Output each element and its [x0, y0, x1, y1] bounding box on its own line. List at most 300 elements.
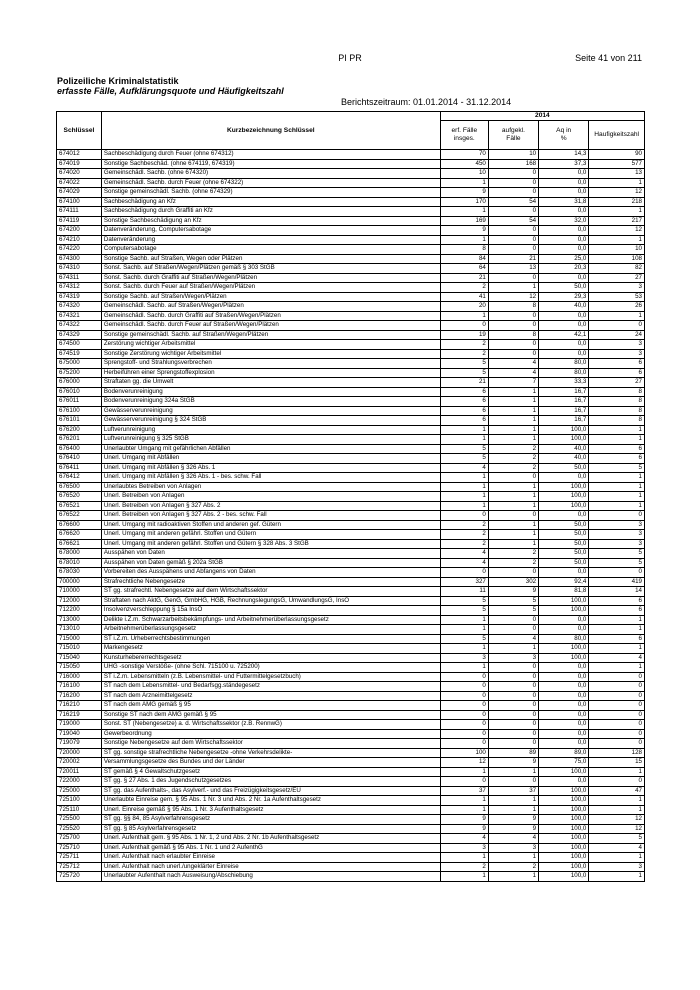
row-aq: 20,3 [539, 264, 589, 274]
table-row [57, 492, 645, 502]
row-key: 676410 [57, 454, 102, 464]
row-description: Herbeiführen einer Sprengstoffexplosion [101, 368, 440, 378]
row-hz: 53 [589, 292, 645, 302]
row-hz: 12 [589, 824, 645, 834]
row-description: Sonstige Sachb. auf Straßen, Wegen oder Plätzen [101, 254, 440, 264]
table-row [57, 444, 645, 454]
row-solved: 0 [488, 340, 538, 350]
row-cases: 327 [440, 577, 488, 587]
row-key: 678010 [57, 558, 102, 568]
row-description: Unerlaubtes Betreiben von Anlagen [101, 482, 440, 492]
row-key: 676101 [57, 416, 102, 426]
row-hz: 419 [589, 577, 645, 587]
table-row [57, 710, 645, 720]
row-cases: 1 [440, 207, 488, 217]
row-cases: 2 [440, 283, 488, 293]
row-description: Zerstörung wichtiger Arbeitsmittel [101, 340, 440, 350]
row-description: Strafrechtliche Nebengesetze [101, 577, 440, 587]
row-description: Unerl. Umgang mit anderen gefährl. Stoffen und Gütern [101, 530, 440, 540]
row-solved: 1 [488, 387, 538, 397]
row-aq: 0,0 [539, 207, 589, 217]
row-solved: 21 [488, 254, 538, 264]
row-aq: 100,0 [539, 492, 589, 502]
row-hz: 1 [589, 235, 645, 245]
row-cases: 9 [440, 815, 488, 825]
row-solved: 0 [488, 777, 538, 787]
row-solved: 1 [488, 406, 538, 416]
row-key: 725500 [57, 815, 102, 825]
row-description: Gemeinschädl. Sachb. durch Feuer auf Straßen/Wegen/Plätzen [101, 321, 440, 331]
table-row [57, 625, 645, 635]
row-key: 716219 [57, 710, 102, 720]
row-hz: 1 [589, 501, 645, 511]
row-solved: 0 [488, 568, 538, 578]
row-hz: 24 [589, 330, 645, 340]
row-cases: 1 [440, 311, 488, 321]
row-key: 676200 [57, 425, 102, 435]
row-key: 674012 [57, 150, 102, 160]
row-key: 719040 [57, 729, 102, 739]
row-hz: 10 [589, 245, 645, 255]
row-description: Unerlaubte Einreise gem. § 95 Abs. 1 Nr. 3 und Abs. 2 Nr. 1a Aufenthaltsgesetz [101, 796, 440, 806]
row-solved: 54 [488, 216, 538, 226]
row-hz: 26 [589, 302, 645, 312]
table-row [57, 264, 645, 274]
row-hz: 1 [589, 615, 645, 625]
row-solved: 0 [488, 672, 538, 682]
row-aq: 50,0 [539, 520, 589, 530]
row-hz: 1 [589, 644, 645, 654]
row-solved: 9 [488, 758, 538, 768]
row-description: Gemeinschädl. Sachb. durch Feuer (ohne 674322) [101, 178, 440, 188]
row-description: Versammlungsgesetze des Bundes und der Länder [101, 758, 440, 768]
row-aq: 100,0 [539, 435, 589, 445]
row-aq: 33,3 [539, 378, 589, 388]
row-cases: 10 [440, 169, 488, 179]
row-key: 676400 [57, 444, 102, 454]
row-solved: 0 [488, 349, 538, 359]
row-description: Ausspähen von Daten [101, 549, 440, 559]
row-hz: 27 [589, 273, 645, 283]
row-description: Ausspähen von Daten gemäß § 202a StGB [101, 558, 440, 568]
row-cases: 5 [440, 368, 488, 378]
row-aq: 0,0 [539, 321, 589, 331]
row-description: Unerl. Betreiben von Anlagen § 327 Abs. 2 - bes. schw. Fall [101, 511, 440, 521]
row-description: Sonstige gemeinschädl. Sachb. (ohne 674329) [101, 188, 440, 198]
row-aq: 0,0 [539, 245, 589, 255]
row-solved: 0 [488, 473, 538, 483]
row-key: 674019 [57, 159, 102, 169]
row-hz: 3 [589, 539, 645, 549]
table-row [57, 786, 645, 796]
row-aq: 37,3 [539, 159, 589, 169]
row-key: 715050 [57, 663, 102, 673]
row-solved: 0 [488, 663, 538, 673]
table-row [57, 178, 645, 188]
row-hz: 1 [589, 311, 645, 321]
row-cases: 3 [440, 843, 488, 853]
row-description: Unerl. Umgang mit Abfällen § 326 Abs. 1 - bes. schw. Fall [101, 473, 440, 483]
row-hz: 4 [589, 843, 645, 853]
row-aq: 100,0 [539, 824, 589, 834]
row-key: 674329 [57, 330, 102, 340]
row-cases: 0 [440, 568, 488, 578]
row-solved: 0 [488, 625, 538, 635]
row-solved: 3 [488, 653, 538, 663]
row-description: Unerl. Umgang mit anderen gefährl. Stoffen und Gütern § 328 Abs. 3 StGB [101, 539, 440, 549]
row-description: Arbeitnehmerüberlassungsgesetz [101, 625, 440, 635]
row-hz: 108 [589, 254, 645, 264]
row-cases: 1 [440, 435, 488, 445]
row-cases: 5 [440, 454, 488, 464]
table-row [57, 273, 645, 283]
row-key: 674320 [57, 302, 102, 312]
row-solved: 1 [488, 644, 538, 654]
row-cases: 4 [440, 558, 488, 568]
table-row [57, 834, 645, 844]
row-cases: 1 [440, 796, 488, 806]
row-cases: 1 [440, 501, 488, 511]
row-key: 716000 [57, 672, 102, 682]
table-row [57, 311, 645, 321]
row-hz: 0 [589, 777, 645, 787]
row-aq: 14,3 [539, 150, 589, 160]
row-aq: 89,0 [539, 748, 589, 758]
row-description: Sonstige Zerstörung wichtiger Arbeitsmittel [101, 349, 440, 359]
row-description: ST i.Z.m. Urheberrechtsbestimmungen [101, 634, 440, 644]
row-solved: 0 [488, 226, 538, 236]
row-key: 676620 [57, 530, 102, 540]
row-description: Sonstige Sachb. auf Straßen/Wegen/Plätzen [101, 292, 440, 302]
row-description: ST nach dem AMG gemäß § 95 [101, 701, 440, 711]
row-key: 674312 [57, 283, 102, 293]
row-key: 712000 [57, 596, 102, 606]
row-aq: 0,0 [539, 473, 589, 483]
row-aq: 0,0 [539, 672, 589, 682]
row-aq: 29,3 [539, 292, 589, 302]
row-key: 720002 [57, 758, 102, 768]
row-solved: 2 [488, 454, 538, 464]
row-cases: 1 [440, 625, 488, 635]
table-row [57, 159, 645, 169]
row-cases: 12 [440, 758, 488, 768]
row-hz: 218 [589, 197, 645, 207]
row-cases: 5 [440, 444, 488, 454]
row-description: Sprengstoff- und Strahlungsverbrechen [101, 359, 440, 369]
row-aq: 0,0 [539, 178, 589, 188]
row-aq: 0,0 [539, 511, 589, 521]
row-hz: 47 [589, 786, 645, 796]
row-description: Gemeinschädl. Sachb. auf Straßen/Wegen/Plätzen [101, 302, 440, 312]
row-key: 674200 [57, 226, 102, 236]
table-row [57, 843, 645, 853]
row-key: 725711 [57, 853, 102, 863]
row-solved: 37 [488, 786, 538, 796]
row-key: 674311 [57, 273, 102, 283]
row-cases: 0 [440, 321, 488, 331]
row-hz: 6 [589, 368, 645, 378]
row-description: Sonst. Sachb. durch Feuer auf Straßen/Wegen/Plätzen [101, 283, 440, 293]
row-key: 674022 [57, 178, 102, 188]
table-row [57, 197, 645, 207]
row-key: 725710 [57, 843, 102, 853]
table-row [57, 302, 645, 312]
table-row [57, 558, 645, 568]
row-aq: 0,0 [539, 349, 589, 359]
row-description: Unerl. Aufenthalt nach erlaubter Einreise [101, 853, 440, 863]
row-cases: 0 [440, 710, 488, 720]
row-solved: 2 [488, 862, 538, 872]
row-aq: 100,0 [539, 853, 589, 863]
row-cases: 100 [440, 748, 488, 758]
row-cases: 5 [440, 634, 488, 644]
row-hz: 6 [589, 596, 645, 606]
row-cases: 9 [440, 824, 488, 834]
row-cases: 6 [440, 387, 488, 397]
row-aq: 16,7 [539, 406, 589, 416]
row-cases: 4 [440, 834, 488, 844]
row-aq: 100,0 [539, 796, 589, 806]
row-solved: 1 [488, 796, 538, 806]
row-aq: 0,0 [539, 777, 589, 787]
row-key: 725100 [57, 796, 102, 806]
row-key: 674029 [57, 188, 102, 198]
table-row [57, 653, 645, 663]
row-description: Unerl. Aufenthalt nach unerl./ungeklärter Einreise [101, 862, 440, 872]
table-row [57, 378, 645, 388]
row-hz: 8 [589, 397, 645, 407]
row-key: 710000 [57, 587, 102, 597]
row-solved: 4 [488, 634, 538, 644]
description-column-header: Kurzbezeichnung Schlüssel [101, 112, 440, 150]
row-cases: 9 [440, 226, 488, 236]
row-solved: 0 [488, 729, 538, 739]
row-solved: 0 [488, 739, 538, 749]
row-hz: 6 [589, 444, 645, 454]
table-row [57, 644, 645, 654]
row-solved: 89 [488, 748, 538, 758]
row-key: 674119 [57, 216, 102, 226]
row-hz: 8 [589, 387, 645, 397]
cases-column-header: erf. Fälle insges. [440, 121, 488, 150]
row-hz: 6 [589, 634, 645, 644]
report-period: Berichtszeitraum: 01.01.2014 - 31.12.2014 [341, 97, 512, 107]
row-hz: 1 [589, 425, 645, 435]
row-hz: 5 [589, 463, 645, 473]
table-row [57, 634, 645, 644]
row-hz: 12 [589, 226, 645, 236]
table-row [57, 349, 645, 359]
table-row [57, 805, 645, 815]
row-description: Sonstige Nebengesetze auf dem Wirtschaftssektor [101, 739, 440, 749]
row-solved: 0 [488, 169, 538, 179]
table-row [57, 207, 645, 217]
row-key: 674319 [57, 292, 102, 302]
row-solved: 2 [488, 463, 538, 473]
row-cases: 1 [440, 663, 488, 673]
row-description: Luftverunreinigung § 325 StGB [101, 435, 440, 445]
row-cases: 3 [440, 653, 488, 663]
row-hz: 3 [589, 520, 645, 530]
row-description: ST nach dem Lebensmittel- und Bedarfsgg.ständegesetz [101, 682, 440, 692]
row-key: 674300 [57, 254, 102, 264]
row-aq: 16,7 [539, 387, 589, 397]
table-row [57, 473, 645, 483]
table-row [57, 682, 645, 692]
row-cases: 0 [440, 672, 488, 682]
row-aq: 100,0 [539, 843, 589, 853]
row-aq: 0,0 [539, 311, 589, 321]
table-row [57, 482, 645, 492]
row-cases: 21 [440, 378, 488, 388]
row-key: 674500 [57, 340, 102, 350]
row-cases: 1 [440, 644, 488, 654]
row-solved: 0 [488, 701, 538, 711]
row-solved: 0 [488, 207, 538, 217]
table-row [57, 254, 645, 264]
row-description: Sonst. Sachb. auf Straßen/Wegen/Plätzen gemäß § 303 StGB [101, 264, 440, 274]
table-row [57, 720, 645, 730]
row-hz: 1 [589, 473, 645, 483]
row-aq: 100,0 [539, 767, 589, 777]
row-aq: 0,0 [539, 710, 589, 720]
row-key: 716200 [57, 691, 102, 701]
row-aq: 100,0 [539, 815, 589, 825]
table-row [57, 862, 645, 872]
row-description: Unerl. Aufenthalt gem. § 95 Abs. 1 Nr. 1, 2 und Abs. 2 Nr. 1b Aufenthaltsgesetz [101, 834, 440, 844]
row-cases: 0 [440, 691, 488, 701]
row-hz: 5 [589, 549, 645, 559]
row-cases: 2 [440, 520, 488, 530]
row-hz: 0 [589, 710, 645, 720]
row-solved: 1 [488, 520, 538, 530]
row-hz: 1 [589, 663, 645, 673]
row-cases: 2 [440, 530, 488, 540]
row-hz: 0 [589, 729, 645, 739]
row-solved: 10 [488, 150, 538, 160]
row-key: 676010 [57, 387, 102, 397]
table-row [57, 321, 645, 331]
row-cases: 1 [440, 178, 488, 188]
row-hz: 0 [589, 321, 645, 331]
row-description: Unerl. Umgang mit Abfällen [101, 454, 440, 464]
row-solved: 1 [488, 872, 538, 882]
row-key: 674519 [57, 349, 102, 359]
row-cases: 6 [440, 397, 488, 407]
row-solved: 2 [488, 558, 538, 568]
row-hz: 90 [589, 150, 645, 160]
row-solved: 0 [488, 691, 538, 701]
row-description: Sonst. ST (Nebengesetze) a. d. Wirtschaftssektor (z.B. RennwG) [101, 720, 440, 730]
row-solved: 0 [488, 511, 538, 521]
row-description: Unerl. Einreise gemäß § 95 Abs. 1 Nr. 3 Aufenthaltsgesetz [101, 805, 440, 815]
table-row [57, 359, 645, 369]
row-description: Sonstige gemeinschädl. Sachb. auf Straßen/Wegen/Plätzen [101, 330, 440, 340]
row-key: 715010 [57, 644, 102, 654]
row-aq: 0,0 [539, 663, 589, 673]
row-cases: 41 [440, 292, 488, 302]
table-row [57, 739, 645, 749]
row-solved: 1 [488, 416, 538, 426]
row-solved: 0 [488, 710, 538, 720]
row-key: 716210 [57, 701, 102, 711]
row-hz: 1 [589, 872, 645, 882]
row-description: ST gg. das Aufenthalts-, das Asylverf.- und das Freizügigkeitsgesetz/EU [101, 786, 440, 796]
row-cases: 0 [440, 777, 488, 787]
row-solved: 13 [488, 264, 538, 274]
row-aq: 100,0 [539, 872, 589, 882]
row-aq: 0,0 [539, 169, 589, 179]
row-description: Vorbereiten des Ausspähens und Abfangens von Daten [101, 568, 440, 578]
row-hz: 5 [589, 558, 645, 568]
row-cases: 84 [440, 254, 488, 264]
row-hz: 0 [589, 672, 645, 682]
row-cases: 2 [440, 539, 488, 549]
row-key: 676411 [57, 463, 102, 473]
solved-column-header: aufgekl. Fälle [488, 121, 538, 150]
row-aq: 42,1 [539, 330, 589, 340]
row-solved: 1 [488, 539, 538, 549]
row-cases: 1 [440, 425, 488, 435]
row-solved: 54 [488, 197, 538, 207]
row-solved: 2 [488, 549, 538, 559]
row-key: 676521 [57, 501, 102, 511]
row-solved: 1 [488, 853, 538, 863]
row-key: 720011 [57, 767, 102, 777]
row-description: Unerl. Betreiben von Anlagen [101, 492, 440, 502]
table-row [57, 463, 645, 473]
table-row [57, 454, 645, 464]
row-solved: 0 [488, 178, 538, 188]
row-solved: 3 [488, 843, 538, 853]
row-cases: 70 [440, 150, 488, 160]
row-aq: 0,0 [539, 226, 589, 236]
row-solved: 0 [488, 188, 538, 198]
row-aq: 31,8 [539, 197, 589, 207]
page-number: Seite 41 von 211 [575, 53, 642, 63]
table-row [57, 340, 645, 350]
table-row [57, 520, 645, 530]
row-cases: 19 [440, 330, 488, 340]
row-key: 676621 [57, 539, 102, 549]
row-hz: 0 [589, 720, 645, 730]
table-row [57, 701, 645, 711]
row-aq: 0,0 [539, 701, 589, 711]
row-cases: 1 [440, 492, 488, 502]
row-description: Sonstige ST nach dem AMG gemäß § 95 [101, 710, 440, 720]
row-key: 674310 [57, 264, 102, 274]
row-hz: 12 [589, 188, 645, 198]
row-aq: 16,7 [539, 416, 589, 426]
row-aq: 0,0 [539, 691, 589, 701]
row-cases: 0 [440, 739, 488, 749]
row-key: 674210 [57, 235, 102, 245]
row-key: 725720 [57, 872, 102, 882]
table-row [57, 758, 645, 768]
row-solved: 302 [488, 577, 538, 587]
row-hz: 6 [589, 454, 645, 464]
row-hz: 1 [589, 207, 645, 217]
table-row [57, 606, 645, 616]
row-description: Gemeinschädl. Sachb. durch Graffiti auf Straßen/Wegen/Plätzen [101, 311, 440, 321]
row-cases: 169 [440, 216, 488, 226]
row-description: UHG -sonstige Verstöße- (ohne Schl. 715100 u. 725200) [101, 663, 440, 673]
table-row [57, 777, 645, 787]
row-aq: 100,0 [539, 501, 589, 511]
row-aq: 0,0 [539, 188, 589, 198]
row-hz: 3 [589, 349, 645, 359]
row-description: Gemeinschädl. Sachb. (ohne 674320) [101, 169, 440, 179]
